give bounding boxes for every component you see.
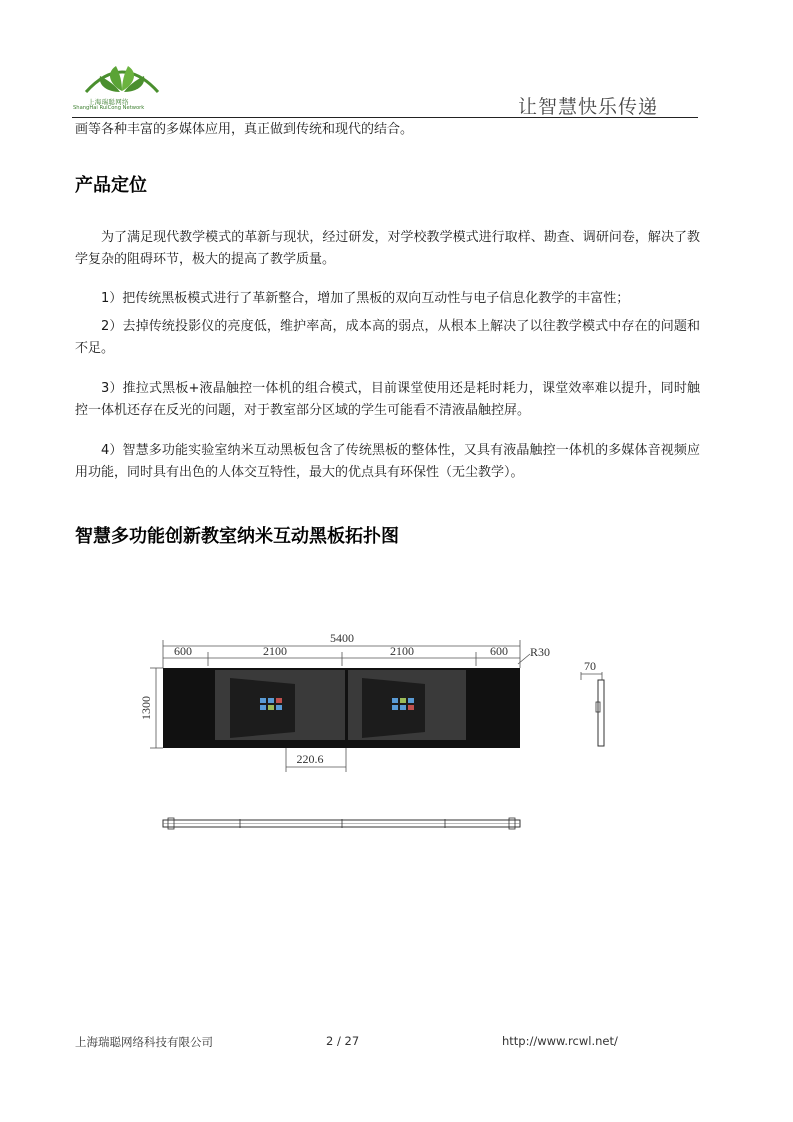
company-logo (72, 58, 172, 116)
blackboard-side-view (598, 680, 604, 746)
dimension-height: 1300 (139, 696, 153, 720)
footer-page-number: 2 / 27 (326, 1034, 360, 1048)
section-title-topology: 智慧多功能创新教室纳米互动黑板拓扑图 (75, 526, 399, 547)
logo-chinese-text: 上海瑞聪网络 (88, 98, 129, 106)
intro-tail-paragraph: 画等各种丰富的多媒体应用，真正做到传统和现代的结合。 (75, 122, 414, 137)
list-item: 4）智慧多功能实验室纳米互动黑板包含了传统黑板的整体性，又具有液晶触控一体机的多媒体音视频应用功能，同时具有出色的人体交互特性，最大的优点具有环保性（无尘教学）。 (75, 443, 700, 480)
blackboard-technical-drawing (90, 600, 690, 878)
dimension-segment: 2100 (390, 644, 414, 658)
section-title-product-positioning: 产品定位 (75, 175, 147, 196)
footer-url[interactable]: http://www.rcwl.net/ (502, 1034, 618, 1048)
list-item: 1）把传统黑板模式进行了革新整合，增加了黑板的双向互动性与电子信息化教学的丰富性； (101, 291, 630, 306)
leaf-logo-icon (72, 58, 172, 98)
dimension-segment: 2100 (263, 644, 287, 658)
list-item: 3）推拉式黑板+液晶触控一体机的组合模式，目前课堂使用还是耗时耗力，课堂效率难以提升，同时触控一体机还存在反光的问题，对于教室部分区域的学生可能看不清液晶触控屏。 (75, 381, 700, 418)
section-paragraph: 为了满足现代教学模式的革新与现状，经过研发，对学校教学模式进行取样、勘查、调研问卷，解决了教学复杂的阻碍环节，极大的提高了教学质量。 (75, 230, 700, 267)
dimension-total-width: 5400 (330, 631, 354, 645)
list-item: 2）去掉传统投影仪的亮度低，维护率高，成本高的弱点，从根本上解决了以往教学模式中存在的问题和不足。 (75, 319, 700, 356)
header-divider (72, 117, 698, 118)
dimension-offset: 220.6 (296, 752, 324, 766)
dimension-depth: 70 (584, 659, 596, 673)
dimension-radius: R30 (530, 645, 551, 659)
dimension-segment: 600 (174, 644, 192, 658)
logo-english-text: ShangHai RuiCong Network (73, 105, 145, 111)
footer-company: 上海瑞聪网络科技有限公司 (75, 1035, 213, 1049)
dimension-segment: 600 (490, 644, 508, 658)
header-slogan: 让智慧快乐传递 (517, 96, 658, 118)
